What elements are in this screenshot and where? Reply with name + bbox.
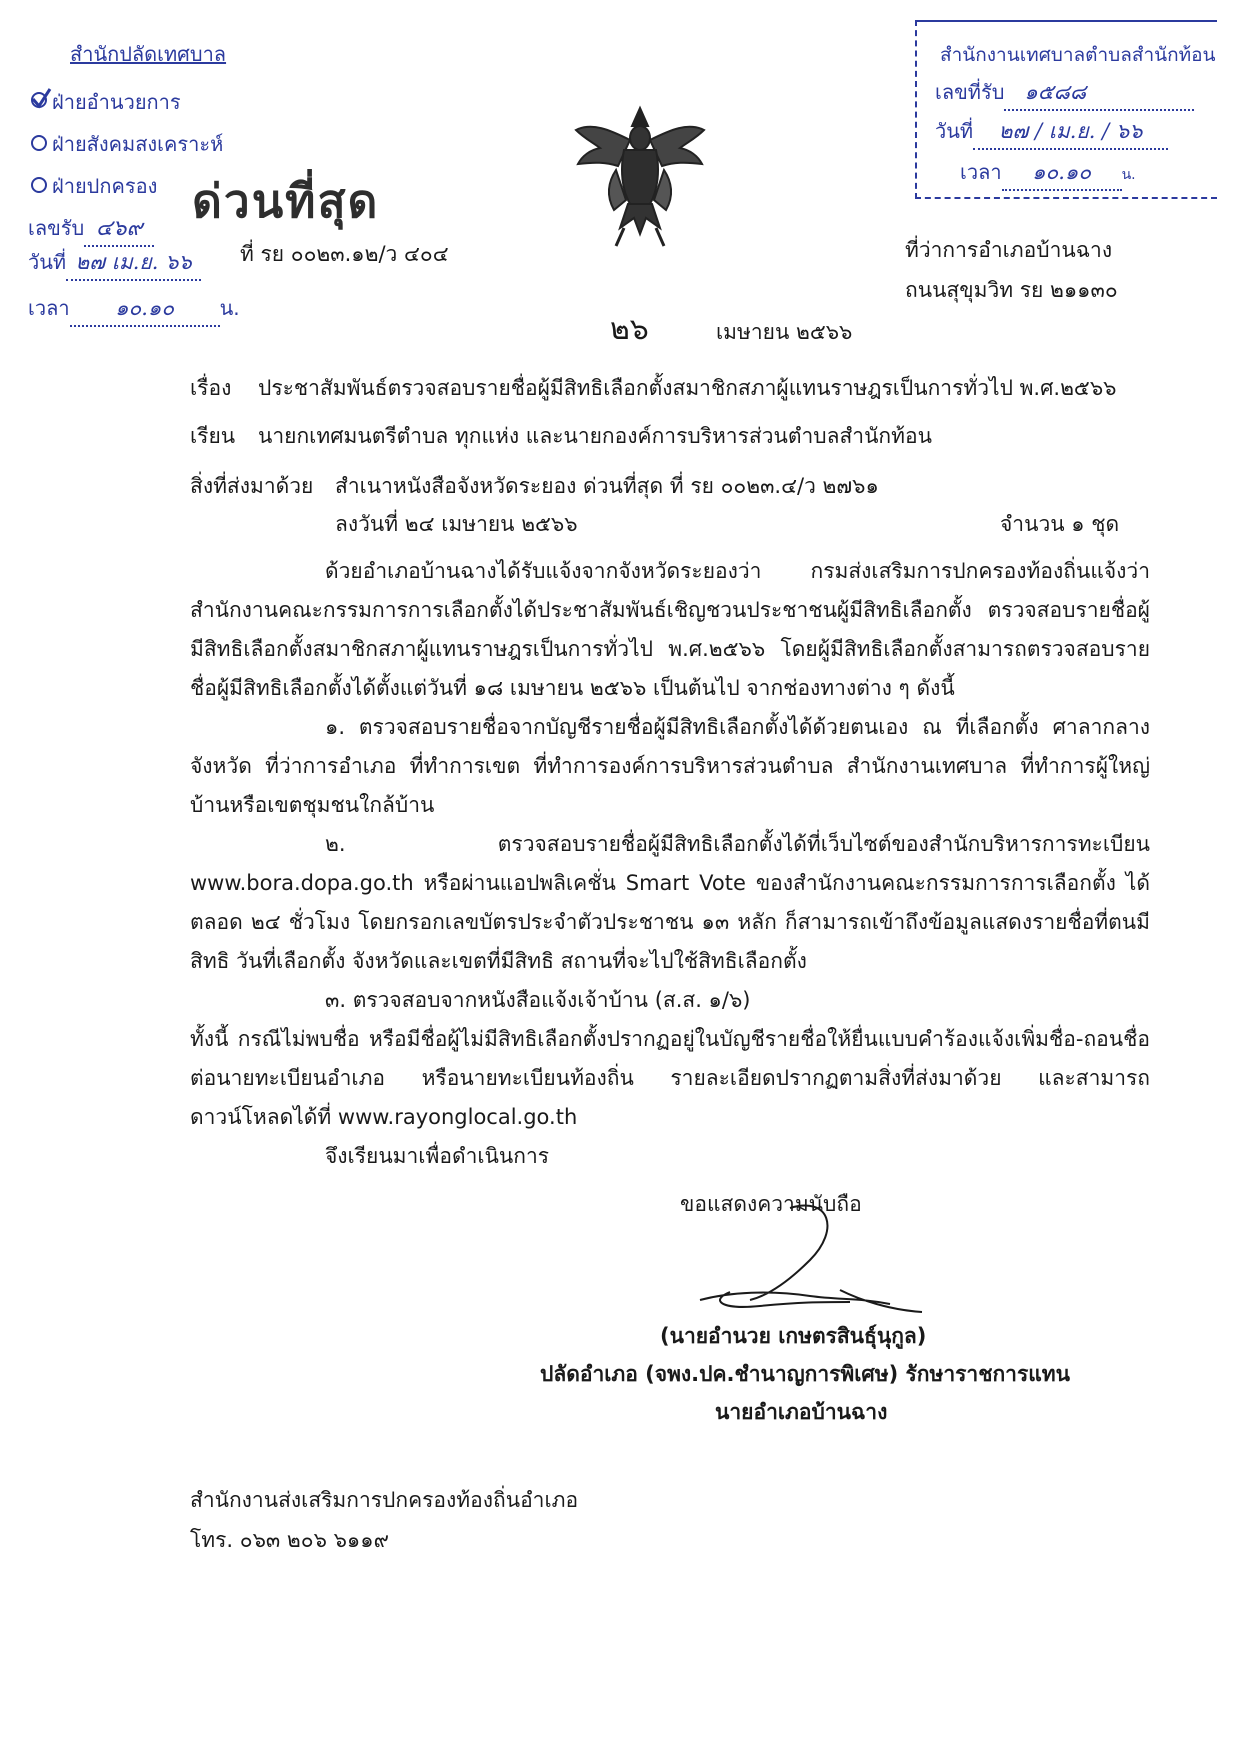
signatory-name: (นายอำนวย เกษตรสินธุ์นุกูล) bbox=[660, 1324, 927, 1348]
urgent-stamp: ด่วนที่สุด bbox=[192, 174, 380, 228]
sender-line-1: ที่ว่าการอำเภอบ้านฉาง bbox=[905, 238, 1113, 262]
circle-icon bbox=[30, 132, 52, 156]
sender-line-2: ถนนสุขุมวิท รย ๒๑๑๓๐ bbox=[905, 278, 1118, 302]
date-day: ๒๖ bbox=[610, 312, 649, 347]
right-stamp-date: วันที่ ๒๗ / เม.ย. / ๖๖ bbox=[935, 115, 1168, 150]
body-paragraph-5: ทั้งนี้ กรณีไม่พบชื่อ หรือมีชื่อผู้ไม่มีสิทธิเลือกตั้งปรากฏอยู่ในบัญชีรายชื่อให้ยื่นแบบคำร้องแจ้งเพิ่มชื่อ-ถอนชื่อต่อนายทะเบียนอำเภอ หรือนายทะเบียนท้องถิ่น รายละเอียดปรากฏตามสิ่งที่ส่งมาด้วย และสามารถดาวน์โหลดได้ที่ www.rayonglocal.go.th bbox=[190, 1027, 1150, 1129]
circle-icon bbox=[30, 174, 52, 198]
to-label: เรียน bbox=[190, 424, 236, 448]
document-number: ที่ รย ๐๐๒๓.๑๒/ว ๔๐๔ bbox=[240, 242, 449, 266]
closing-line: จึงเรียนมาเพื่อดำเนินการ bbox=[325, 1144, 550, 1168]
to-text: นายกเทศมนตรีตำบล ทุกแห่ง และนายกองค์การบริหารส่วนตำบลสำนักท้อน bbox=[258, 424, 932, 448]
stamp-dept-social: ฝ่ายสังคมสงเคราะห์ bbox=[30, 128, 223, 160]
signatory-position-1: ปลัดอำเภอ (จพง.ปค.ชำนาญการพิเศษ) รักษาราชการแทน bbox=[540, 1362, 1070, 1386]
stamp-dept-admin: ฝ่ายอำนวยการ bbox=[30, 86, 181, 118]
enclosure-line-1: สำเนาหนังสือจังหวัดระยอง ด่วนที่สุด ที่ รย ๐๐๒๓.๔/ว ๒๗๖๑ bbox=[335, 474, 879, 498]
body-paragraph-4: ๓. ตรวจสอบจากหนังสือแจ้งเจ้าบ้าน (ส.ส. ๑/๖) bbox=[325, 988, 751, 1012]
enclosure-quantity: จำนวน ๑ ชุด bbox=[1000, 512, 1120, 536]
signatory-position-2: นายอำเภอบ้านฉาง bbox=[715, 1400, 888, 1424]
date-month-year: เมษายน ๒๕๖๖ bbox=[716, 320, 853, 344]
garuda-emblem-icon bbox=[570, 100, 710, 250]
right-stamp-time: เวลา ๑๐.๑๐ น. bbox=[960, 156, 1136, 191]
subject-text: ประชาสัมพันธ์ตรวจสอบรายชื่อผู้มีสิทธิเลือกตั้งสมาชิกสภาผู้แทนราษฎรเป็นการทั่วไป พ.ศ.๒๕๖๖ bbox=[258, 376, 1117, 400]
regards-text: ขอแสดงความนับถือ bbox=[680, 1192, 862, 1216]
stamp-time: เวลา ๑๐.๑๐ น. bbox=[28, 292, 240, 327]
footer-dept: สำนักงานส่งเสริมการปกครองท้องถิ่นอำเภอ bbox=[190, 1488, 579, 1512]
check-mark-icon bbox=[30, 87, 52, 114]
stamp-date: วันที่ ๒๗ เม.ย. ๖๖ bbox=[28, 246, 201, 281]
stamp-office-title: สำนักปลัดเทศบาล bbox=[70, 42, 227, 66]
stamp-recv-no: เลขรับ ๔๖๙ bbox=[28, 210, 154, 247]
body-paragraph-3: ๒. ตรวจสอบรายชื่อผู้มีสิทธิเลือกตั้งได้ที่เว็บไซต์ของสำนักบริหารการทะเบียน www.bora.dopa.go.th หรือผ่านแอปพลิเคชั่น Smart Vote ของสำนักงานคณะกรรมการการเลือกตั้ง ได้ตลอด ๒๔ ชั่วโมง โดยกรอกเลขบัตรประจำตัวประชาชน ๑๓ หลัก ก็สามารถเข้าถึงข้อมูลแสดงรายชื่อที่ตนมีสิทธิ วันที่เลือกตั้ง จังหวัดและเขตที่มีสิทธิ สถานที่จะไปใช้สิทธิเลือกตั้ง bbox=[190, 832, 1150, 973]
stamp-dept-gov: ฝ่ายปกครอง bbox=[30, 170, 157, 202]
body-paragraph-2: ๑. ตรวจสอบรายชื่อจากบัญชีรายชื่อผู้มีสิทธิเลือกตั้งได้ด้วยตนเอง ณ ที่เลือกตั้ง ศาลากลางจังหวัด ที่ว่าการอำเภอ ที่ทำการเขต ที่ทำการองค์การบริหารส่วนตำบล สำนักงานเทศบาล ที่ทำการผู้ใหญ่บ้านหรือเขตชุมชนใกล้บ้าน bbox=[190, 715, 1150, 817]
signature-scribble bbox=[690, 1200, 930, 1325]
right-stamp-office: สำนักงานเทศบาลตำบลสำนักท้อน bbox=[940, 44, 1216, 66]
enclosure-label: สิ่งที่ส่งมาด้วย bbox=[190, 474, 314, 498]
footer-phone: โทร. ๐๖๓ ๒๐๖ ๖๑๑๙ bbox=[190, 1528, 389, 1552]
subject-label: เรื่อง bbox=[190, 376, 232, 400]
body-paragraph-1: ด้วยอำเภอบ้านฉางได้รับแจ้งจากจังหวัดระยองว่า กรมส่งเสริมการปกครองท้องถิ่นแจ้งว่า สำนักงานคณะกรรมการการเลือกตั้งได้ประชาสัมพันธ์เชิญชวนประชาชนผู้มีสิทธิเลือกตั้ง ตรวจสอบรายชื่อผู้มีสิทธิเลือกตั้งสมาชิกสภาผู้แทนราษฎรเป็นการทั่วไป พ.ศ.๒๕๖๖ โดยผู้มีสิทธิเลือกตั้งสามารถตรวจสอบรายชื่อผู้มีสิทธิเลือกตั้งได้ตั้งแต่วันที่ ๑๘ เมษายน ๒๕๖๖ เป็นต้นไป จากช่องทางต่าง ๆ ดังนี้ bbox=[190, 559, 1150, 700]
enclosure-line-2: ลงวันที่ ๒๔ เมษายน ๒๕๖๖ bbox=[335, 512, 578, 536]
right-stamp-recv-no: เลขที่รับ ๑๕๘๘ bbox=[935, 76, 1194, 111]
